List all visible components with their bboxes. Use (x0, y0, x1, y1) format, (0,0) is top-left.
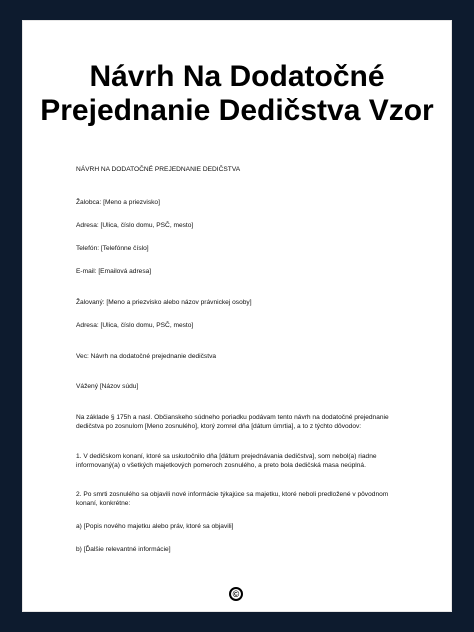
defendant-line: Žalovaný: [Meno a priezvisko alebo názov právnickej osoby] (76, 299, 252, 306)
defendant-address-line: Adresa: [Ulica, číslo domu, PSČ, mesto] (76, 322, 194, 329)
subject-line: Vec: Návrh na dodatočné prejednanie dedičstva (76, 353, 217, 360)
document-heading: NÁVRH NA DODATOČNÉ PREJEDNANIE DEDIČSTVA (76, 166, 241, 173)
plaintiff-address-line: Adresa: [Ulica, číslo domu, PSČ, mesto] (76, 222, 194, 229)
item-a-line: a) [Popis nového majetku alebo práv, ktoré sa objavili] (76, 523, 234, 530)
intro-paragraph: Na základe § 175h a nasl. Občianskeho súdneho poriadku podávam tento návrh na dodatočné prejednanie dedičstva po zosnulom [Meno zosnulého], ktorý zomrel dňa [dátum úmrtia], a to z týchto dôvodov: (76, 414, 389, 430)
plaintiff-line: Žalobca: [Meno a priezvisko] (76, 199, 160, 206)
page-title-line1: Návrh Na Dodatočné (89, 60, 385, 93)
point-1-paragraph: 1. V dedičskom konaní, ktoré sa uskutočnilo dňa [dátum prejednávania dedičstva], som nebol(a) riadne informovaný(a) o všetkých majetkových pomeroch zosnulého, a preto bola dedičská masa neúplná. (76, 453, 377, 469)
page-title-line2: Prejednanie Dedičstva Vzor (40, 94, 434, 127)
page-title (0, 60, 474, 128)
item-b-line: b) [Ďalšie relevantné informácie] (76, 546, 171, 553)
copyright-icon: © (229, 587, 243, 601)
email-line: E-mail: [Emailová adresa] (76, 268, 152, 275)
greeting-line: Vážený [Názov súdu] (76, 383, 139, 390)
point-2-paragraph: 2. Po smrti zosnulého sa objavili nové informácie týkajúce sa majetku, ktoré neboli predložené v pôvodnom konaní, konkrétne: (76, 491, 389, 507)
phone-line: Telefón: [Telefónne číslo] (76, 245, 149, 252)
